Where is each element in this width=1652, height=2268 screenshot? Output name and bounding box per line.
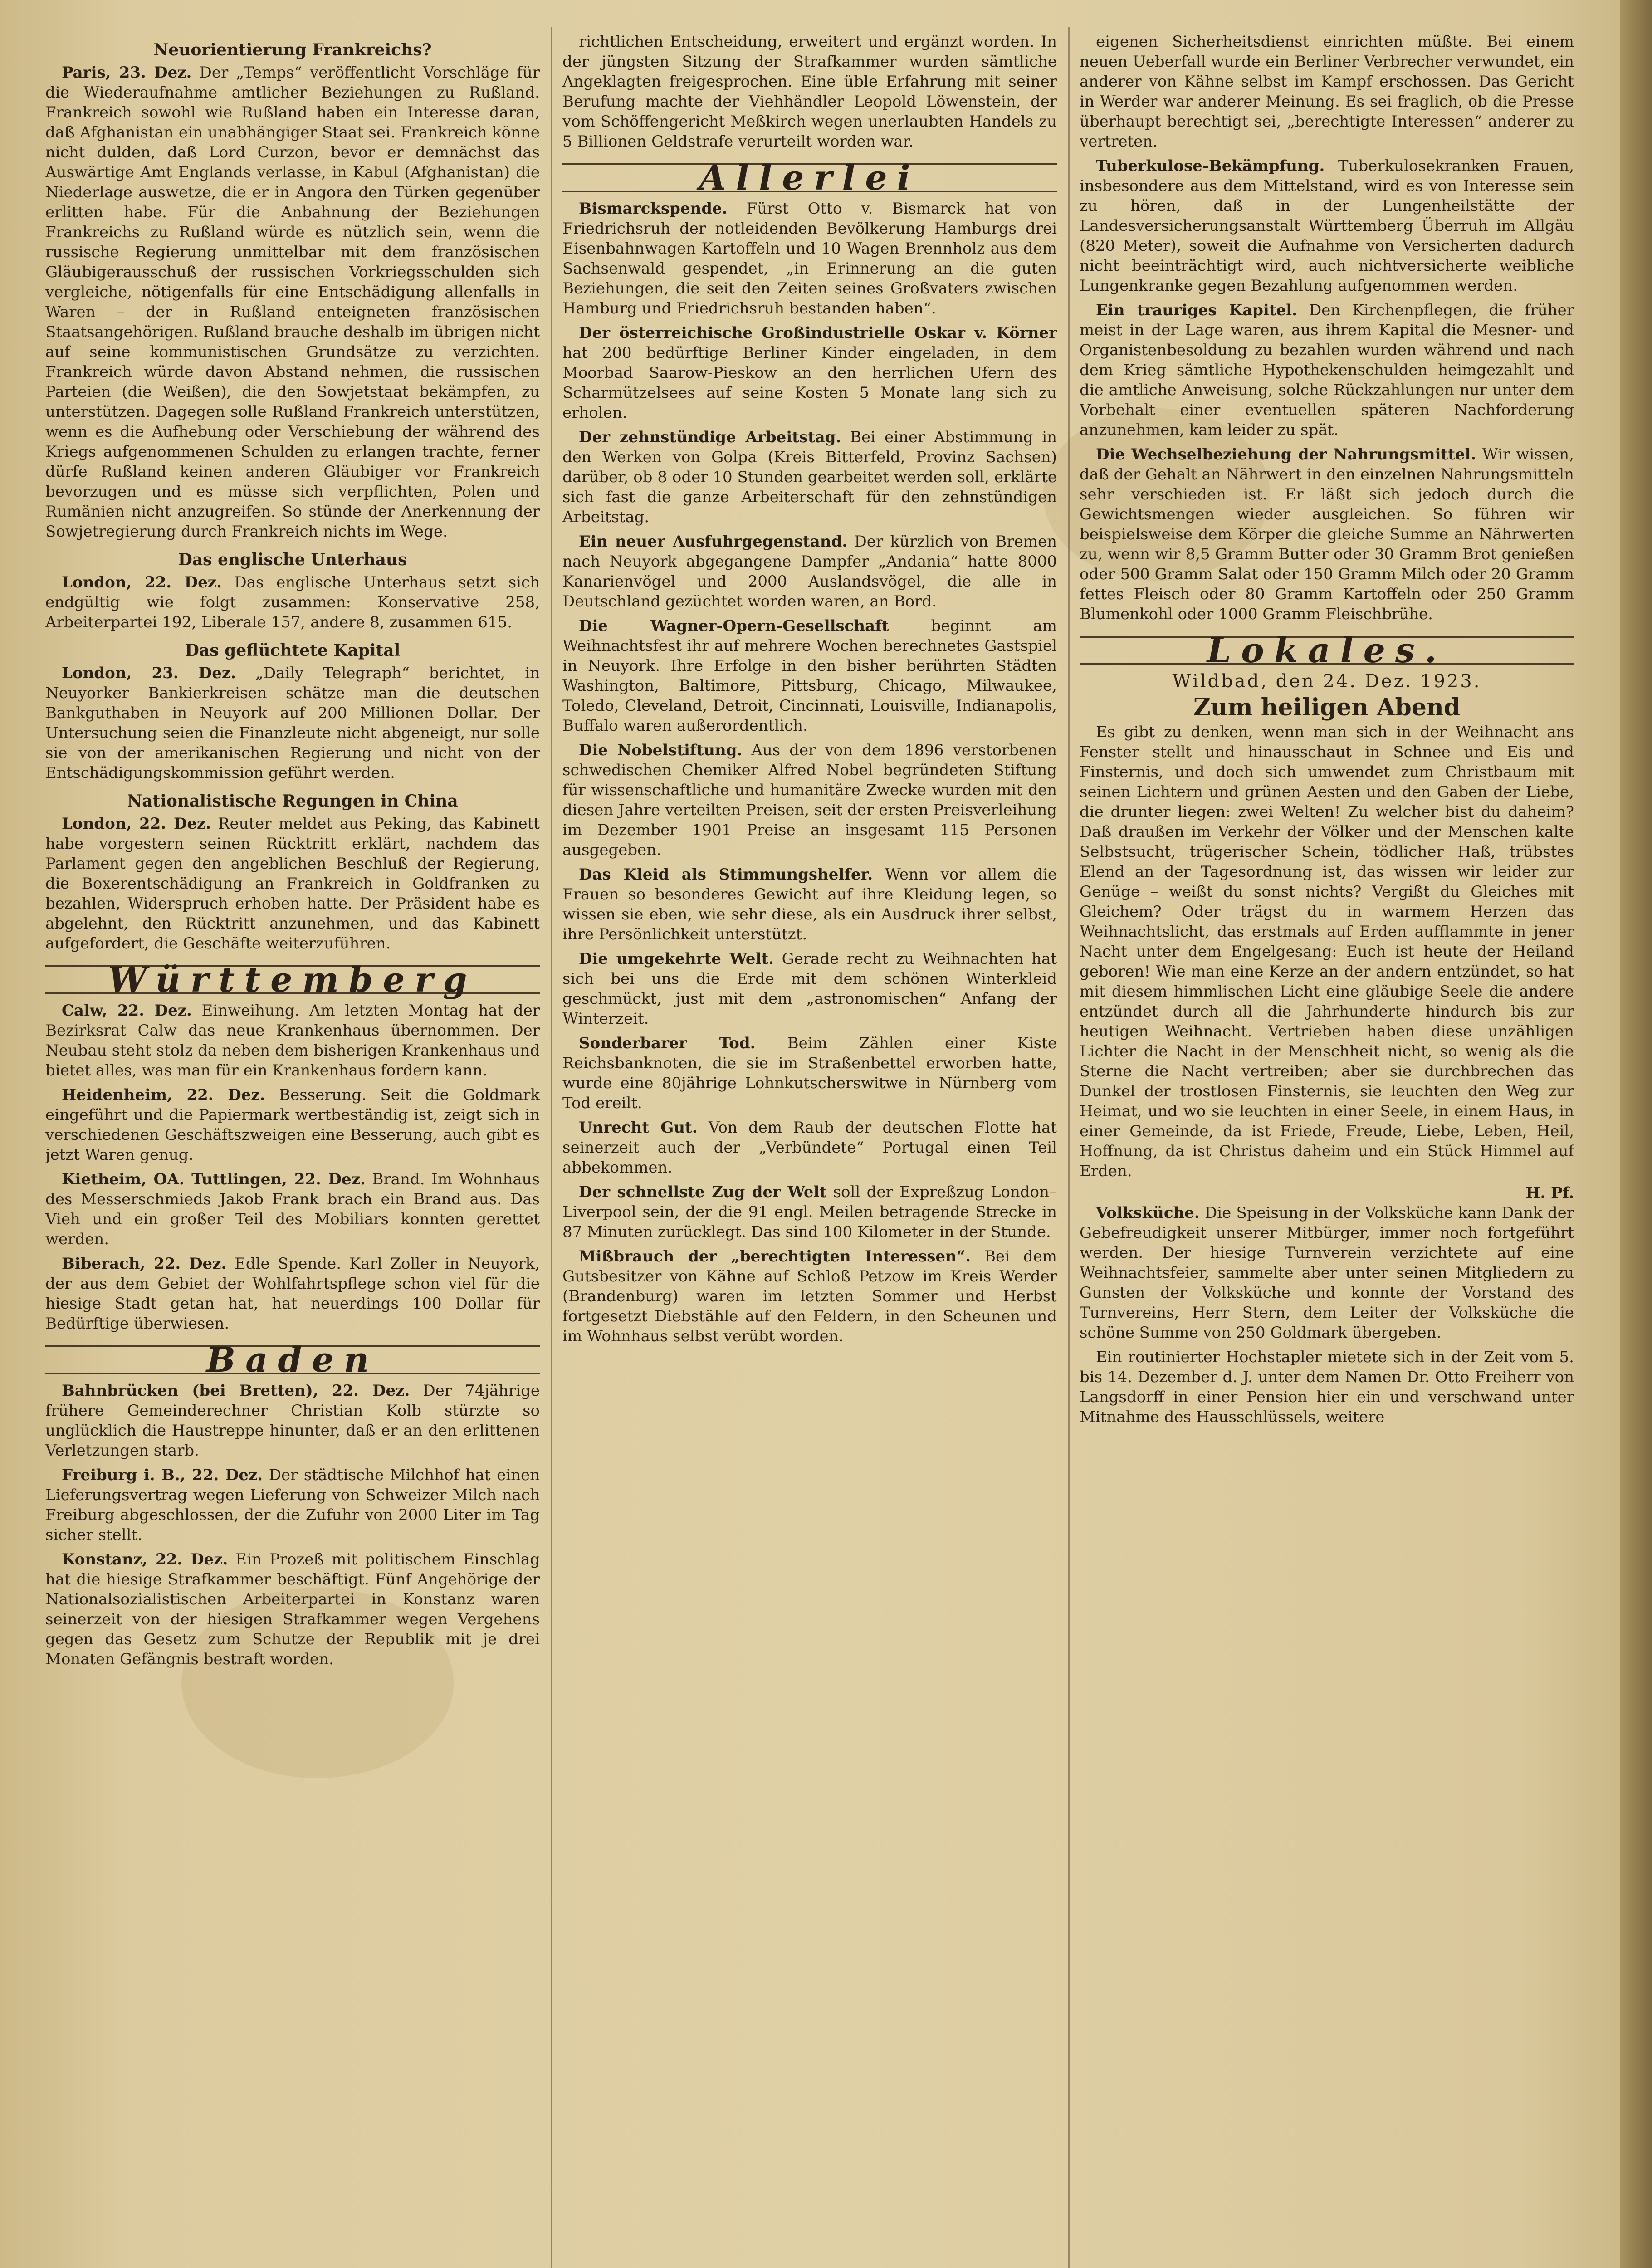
article-unterhaus xyxy=(45,572,540,632)
local-dateline: Wildbad, den 24. Dez. 1923. xyxy=(1172,671,1481,692)
article-body: Der kürzlich von Bremen nach Neuyork abgegangene Dampfer „Andania“ hatte 8000 Kanarienvögel und 2000 Auslandsvögel, die alle in Deutschland gezüchtet worden waren, an Bord. xyxy=(562,533,1057,611)
article-title: Bismarckspende. xyxy=(579,200,728,218)
article-hochstapler: Ein routinierter Hochstapler mietete sich in der Zeit vom 5. bis 14. Dezember d. J. unter dem Namen Dr. Otto Freiherr von Langsdorff in einer Pension hier ein und verschwand unter Mitnahme des Hausschlüssels, weitere xyxy=(1080,1348,1574,1426)
article-body: Einweihung. Am letzten Montag hat der Bezirksrat Calw das neue Krankenhaus übernommen. Der Neubau steht stolz da neben dem bisherigen Krankenhaus und bietet alles, was man für ein Krankenhaus fordern kann. xyxy=(45,1002,540,1080)
article-tuberkulose xyxy=(1080,156,1574,296)
article-freiburg xyxy=(45,1465,540,1545)
column-1 xyxy=(45,32,540,2268)
column-rule xyxy=(1068,27,1070,2268)
article-body: Der städtische Milchhof hat einen Lieferungsvertrag wegen Lieferung von Schweizer Milch nach Freiburg abgeschlossen, der die Zufuhr von 2000 Liter im Tag sicher stellt. xyxy=(45,1466,540,1544)
column-3 xyxy=(1080,32,1574,2268)
article-body: Gerade recht zu Weihnachten hat sich bei uns die Erde mit dem schönen Winterkleid geschmückt, just mit dem „astronomischen“ Anfang der Winterzeit. xyxy=(562,950,1057,1028)
article-ausfuhr xyxy=(562,532,1057,611)
article-body: Von dem Raub der deutschen Flotte hat seinerzeit auch der „Verbündete“ Portugal einen Teil abbekommen. xyxy=(562,1119,1057,1177)
article-frankreich xyxy=(45,63,540,542)
article-koerner xyxy=(562,323,1057,423)
article-body: Der 74jährige frühere Gemeinderechner Christian Kolb stürzte so unglücklich die Haustreppe hinunter, daß er an den erlittenen Verletzungen starb. xyxy=(45,1382,540,1460)
article-title: Mißbrauch der „berechtigten Interessen“. xyxy=(579,1247,971,1266)
column-2 xyxy=(562,32,1057,2268)
article-title: Der zehnstündige Arbeitstag. xyxy=(579,428,841,446)
article-arbeitstag xyxy=(562,427,1057,527)
article-title: Ein neuer Ausfuhrgegenstand. xyxy=(579,533,848,551)
article-kietheim xyxy=(45,1169,540,1249)
article-body: hat 200 bedürftige Berliner Kinder eingeladen, in dem Moorbad Saarow-Pieskow an den herrlichen Ufern des Scharmützelsees auf seine Kosten 5 Monate lang sich zu erholen. xyxy=(562,344,1057,422)
section-header-wuerttemberg: Württemberg xyxy=(45,965,540,994)
dateline-lead: Paris, 23. Dez. xyxy=(62,64,192,82)
section-header-allerlei: Allerlei xyxy=(562,163,1057,192)
article-nobel xyxy=(562,740,1057,860)
article-body: Der „Temps“ veröffentlicht Vorschläge für die Wiederaufnahme amtlicher Beziehungen zu Rußland. Frankreich sowohl wie Rußland haben ein Interesse daran, daß Afghanistan ein unabhängiger Staat sei. Frankreich könne nicht dulden, daß Lord Curzon, bevor er demnächst das Auswärtige Amt Englands verlasse, in Kabul (Afghanistan) die Niederlage auswetze, die er in Angora den Türken gegenüber erlitten habe. Für die Anbahnung der Beziehungen Frankreichs zu Rußland würde es nützlich sein, wenn die russische Regierung unmittelbar mit dem französischen Gläubigerausschuß der russischen Vorkriegsschulden sich vergleiche, nötigenfalls für eine Entschädigung allenfalls in Waren – der in Rußland enteigneten französischen Staatsangehörigen. Rußland brauche deshalb im übrigen nicht auf seine kommunistischen Grundsätze zu verzichten. Frankreich würde davon Abstand nehmen, die russischen Parteien (die Weißen), die den Sowjetstaat bekämpfen, zu unterstützen. Dagegen solle Rußland Frankreich unterstützen, wenn es die Aufhebung oder Verschiebung der während des Kriegs aufgenommenen Schulden zu erlangen trachte, ferner dürfe Rußland keinen anderen Gläubiger vor Frankreich bevorzugen und es müsse sich verpflichten, Polen und Rumänien nicht anzugreifen. So stünde der Anerkennung der Sowjetregierung durch Frankreich nichts im Wege. xyxy=(45,64,540,541)
article-title: Die Nobelstiftung. xyxy=(579,741,743,759)
article-body: Aus der von dem 1896 verstorbenen schwedischen Chemiker Alfred Nobel begründeten Stiftung für wissenschaftliche und humanitäre Zwecke wurden mit den diesen Jahre verteilten Preisen, seit der ersten Preisverleihung im Dezember 1901 Preise an insgesamt 115 Personen ausgegeben. xyxy=(562,741,1057,859)
article-body: Wir wissen, daß der Gehalt an Nährwert in den einzelnen Nahrungsmitteln sehr verschieden ist. Er läßt sich jedoch durch die Gewichtsmengen wieder ausgleichen. So führen wir beispielsweise dem Körper die gleiche Summe an Nährwerten zu, wenn wir 8,5 Gramm Butter oder 30 Gramm Brot genießen oder 500 Gramm Salat oder 150 Gramm Milch oder 20 Gramm fettes Fleisch oder 80 Gramm Kartoffeln oder 250 Gramm Blumenkohl oder 1000 Gramm Fleischbrühe. xyxy=(1080,445,1574,623)
headline-kapital: Das geflüchtete Kapital xyxy=(185,641,401,660)
article-biberach xyxy=(45,1254,540,1334)
dateline-lead: Freiburg i. B., 22. Dez. xyxy=(62,1466,263,1484)
article-zug xyxy=(562,1182,1057,1242)
article-nahrung xyxy=(1080,445,1574,624)
article-wagner xyxy=(562,616,1057,736)
article-body: Fürst Otto v. Bismarck hat von Friedrichsruh der notleidenden Bevölkerung Hamburgs drei Eisenbahnwagen Kartoffeln und 10 Wagen Brennholz aus dem Sachsenwald gespendet, „in Erinnerung an die guten Beziehungen, die seit den Zeiten seines Großvaters zwischen Hamburg und Friedrichsruh bestanden haben“. xyxy=(562,200,1057,318)
article-title: Die Wagner-Opern-Gesellschaft xyxy=(579,617,889,635)
article-title: Der schnellste Zug der Welt xyxy=(579,1183,827,1201)
dateline-lead: London, 22. Dez. xyxy=(62,573,222,591)
article-title: Die Wechselbeziehung der Nahrungsmittel. xyxy=(1096,445,1476,464)
dateline-lead: Biberach, 22. Dez. xyxy=(62,1255,227,1273)
article-body: Tuberkulosekranken Frauen, insbesondere aus dem Mittelstand, wird es von Interesse sein zu hören, daß in der Lungenheilstätte der Landesversicherungsanstalt Württemberg Überruh im Allgäu (820 Meter), soweit die Aufnahme von Versicherten dadurch nicht beeinträchtigt wird, auch nichtversicherte weibliche Lungenkranke gegen Bezahlung aufgenommen werden. xyxy=(1080,157,1574,295)
dateline-lead: Bahnbrücken (bei Bretten), 22. Dez. xyxy=(62,1382,410,1400)
article-title: Unrecht Gut. xyxy=(579,1119,698,1137)
article-kapital xyxy=(45,663,540,783)
dateline-lead: Konstanz, 22. Dez. xyxy=(62,1550,228,1569)
article-kleid xyxy=(562,865,1057,944)
headline-china: Nationalistische Regungen in China xyxy=(127,792,458,811)
article-kapitel xyxy=(1080,300,1574,440)
dateline-lead: Kietheim, OA. Tuttlingen, 22. Dez. xyxy=(62,1170,366,1188)
article-heidenheim xyxy=(45,1085,540,1165)
article-body: beginnt am Weihnachtsfest ihr auf mehrere Wochen berechnetes Gastspiel in Neuyork. Ihre Erfolge in den bisher berührten Städten Washington, Baltimore, Pittsburg, Chicago, Milwaukee, Toledo, Cleveland, Detroit, Cincinnati, Louisville, Indianapolis, Buffalo waren außerordentlich. xyxy=(562,617,1057,735)
article-title: Der österreichische Großindustrielle Oskar v. Körner xyxy=(579,324,1057,342)
author-signature: H. Pf. xyxy=(1525,1184,1574,1202)
article-konstanz xyxy=(45,1549,540,1669)
article-body: Den Kirchenpflegen, die früher meist in der Lage waren, aus ihrem Kapital die Mesner- und Organistenbesoldung zu bezahlen wurden während und nach dem Krieg sämtliche Hypothekenschulden heimgezahlt und die amtliche Anweisung, solche Rückzahlungen nur unter dem Vorbehalt einer eventuellen späteren Nachforderung anzunehmen, kam leider zu spät. xyxy=(1080,301,1574,439)
article-bismarck xyxy=(562,199,1057,318)
dateline-lead: Heidenheim, 22. Dez. xyxy=(62,1086,265,1104)
dateline-lead: Calw, 22. Dez. xyxy=(62,1002,192,1020)
article-body: Bei einer Abstimmung in den Werken von Golpa (Kreis Bitterfeld, Provinz Sachsen) darüber, ob 8 oder 10 Stunden gearbeitet werden soll, erklärte sich fast die ganze Arbeiterschaft für den zehnstündigen Arbeitstag. xyxy=(562,428,1057,526)
article-china xyxy=(45,814,540,953)
article-title: Die umgekehrte Welt. xyxy=(579,950,774,968)
article-body: Bei dem Gutsbesitzer von Kähne auf Schloß Petzow im Kreis Werder (Brandenburg) waren im letzten Sommer und Herbst fortgesetzt Diebstähle auf den Feldern, in den Scheunen und im Wohnhaus selbst verübt worden. xyxy=(562,1247,1057,1345)
article-continuation: eigenen Sicherheitsdienst einrichten müßte. Bei einem neuen Ueberfall wurde ein Berliner Verbrecher verwundet, ein anderer von Kähne selbst im Kampf erschossen. Das Gericht in Werder war anderer Meinung. Es sei fraglich, ob die Presse überhaupt berechtigt sei, „berechtigte Interessen“ anderer zu vertreten. xyxy=(1080,33,1574,151)
headline-frankreich: Neuorientierung Frankreichs? xyxy=(153,40,432,59)
article-body: soll der Expreßzug London–Liverpool sein, der die 91 engl. Meilen betragende Strecke in 87 Minuten zurücklegt. Das sind 100 Kilometer in der Stunde. xyxy=(562,1183,1057,1241)
headline-heiliger-abend: Zum heiligen Abend xyxy=(1193,694,1461,721)
headline-unterhaus: Das englische Unterhaus xyxy=(178,550,407,569)
article-title: Ein trauriges Kapitel. xyxy=(1096,301,1297,319)
column-rule xyxy=(551,27,552,2268)
article-volkskueche xyxy=(1080,1203,1574,1343)
article-tod xyxy=(562,1033,1057,1113)
article-body: Edle Spende. Karl Zoller in Neuyork, der aus dem Gebiet der Wohlfahrtspflege schon viel für die hiesige Stadt getan hat, hat neuerdings 100 Dollar für Bedürftige überwiesen. xyxy=(45,1255,540,1333)
article-body: Die Speisung in der Volksküche kann Dank der Gebefreudigkeit unserer Mitbürger, immer noch fortgeführt werden. Der hiesige Turnverein verzichtete auf eine Weihnachtsfeier, sammelte aber unter seinen Mitgliedern zu Gunsten der Volksküche und konnte der Vorstand des Turnvereins, Herr Stern, dem Leiter der Volksküche die schöne Summe von 250 Goldmark übergeben. xyxy=(1080,1204,1574,1342)
article-missbrauch xyxy=(562,1246,1057,1346)
article-title: Sonderbarer Tod. xyxy=(579,1034,756,1052)
article-title: Das Kleid als Stimmungshelfer. xyxy=(579,865,873,884)
dateline-lead: London, 23. Dez. xyxy=(62,664,236,682)
article-gut xyxy=(562,1118,1057,1178)
article-calw xyxy=(45,1001,540,1080)
dateline-lead: London, 22. Dez. xyxy=(62,815,211,833)
article-body: „Daily Telegraph“ berichtet, in Neuyorker Bankierkreisen schätze man die deutschen Bankguthaben in Neuyork auf 200 Millionen Dollar. Der Untersuchung seien die Finanzleute nicht abgeneigt, nur solle sie von der amerikanischen Regierung und nicht von der Entschädigungskommission geführt werden. xyxy=(45,664,540,782)
article-body: Brand. Im Wohnhaus des Messerschmieds Jakob Frank brach ein Brand aus. Das Vieh und ein großer Teil des Mobiliars konnten gerettet werden. xyxy=(45,1170,540,1248)
article-body: Beim Zählen einer Kiste Reichsbanknoten, die sie im Straßenbettel erworben hatte, wurde eine 80jährige Lohnkutscherswitwe in Nürnberg vom Tod ereilt. xyxy=(562,1034,1057,1112)
section-header-lokales: Lokales. xyxy=(1080,636,1574,665)
article-title: Tuberkulose-Bekämpfung. xyxy=(1096,157,1325,175)
article-body: Ein Prozeß mit politischem Einschlag hat die hiesige Strafkammer beschäftigt. Fünf Angehörige der Nationalsozialistischen Arbeiterpartei in Konstanz waren seinerzeit von der hiesigen Strafkammer wegen Vergehens gegen das Gesetz zum Schutze der Republik mit je drei Monaten Gefängnis bestraft worden. xyxy=(45,1550,540,1668)
article-heiliger-abend: Es gibt zu denken, wenn man sich in der Weihnacht ans Fenster stellt und hinausschaut in Schnee und Eis und Finsternis, und doch sich umwendet zum Christbaum mit seinen Lichtern und grünen Aesten und den Gaben der Liebe, die drunter liegen: zwei Welten! Zu welcher bist du daheim? Daß draußen im Verkehr der Völker und der Menschen kalte Selbstsucht, trügerischer Schein, tödlicher Haß, trübstes Elend an der Tagesordnung ist, das wissen wir leider zur Genüge – weißt du sonst nichts? Vergißt du Gleiches mit Gleichem? Oder trägst du in warmem Herzen das Weihnachtslicht, das erstmals auf Erden aufflammte in jener Nacht unter dem Engelgesang: Euch ist heute der Heiland geboren! Wie man eine Kerze an der andern entzündet, so hat mit diesem himmlischen Licht eine gläubige Seele die andere entzündet durch all die Jahrhunderte hindurch bis zur heutigen Weihnacht. Vertrieben haben diese unzähligen Lichter die Nacht in der Menschheit nicht, so wenig als die Sterne die Nacht vertreiben; aber sie durchbrechen das Dunkel der trostlosen Finsternis, sie leuchten den Weg zur Heimat, und wo sie leuchten in einer Seele, in einem Haus, in einer Gemeinde, da ist Friede, Freude, Liebe, Leben, Heil, Hoffnung, da ist Christus daheim und ein Stück Himmel auf Erden. xyxy=(1080,723,1574,1180)
article-bahnbruecken xyxy=(45,1381,540,1461)
article-body: Besserung. Seit die Goldmark eingeführt und die Papiermark wertbeständig ist, zeigt sich in verschiedenen Geschäftszweigen eine Besserung, auch gibt es jetzt Waren genug. xyxy=(45,1086,540,1164)
article-welt xyxy=(562,949,1057,1029)
article-body: Reuter meldet aus Peking, das Kabinett habe vorgestern seinen Rücktritt erklärt, nachdem das Parlament gegen den angeblichen Beschluß der Regierung, die Boxerentschädigung an Frankreich in Goldfranken zu bezahlen, Widerspruch erhoben hatte. Der Präsident habe es abgelehnt, den Rücktritt anzunehmen, und das Kabinett aufgefordert, die Geschäfte weiterzuführen. xyxy=(45,815,540,953)
page-binding-edge xyxy=(1620,0,1652,2268)
section-header-baden: Baden xyxy=(45,1345,540,1374)
article-body: Das englische Unterhaus setzt sich endgültig wie folgt zusammen: Konservative 258, Arbeiterpartei 192, Liberale 157, andere 8, zusammen 615. xyxy=(45,573,540,631)
article-continuation: richtlichen Entscheidung, erweitert und ergänzt worden. In der jüngsten Sitzung der Strafkammer wurden sämtliche Angeklagten freigesprochen. Eine üble Erfahrung mit seiner Berufung machte der Viehhändler Leopold Löwenstein, der vom Schöffengericht Meßkirch wegen unerlaubten Handels zu 5 Billionen Geldstrafe verurteilt worden war. xyxy=(562,33,1057,151)
article-title: Volksküche. xyxy=(1096,1204,1200,1222)
article-body: Wenn vor allem die Frauen so besonderes Gewicht auf ihre Kleidung legen, so wissen sie eben, wie sehr diese, als ein Ausdruck ihrer selbst, ihre Persönlichkeit unterstützt. xyxy=(562,865,1057,943)
